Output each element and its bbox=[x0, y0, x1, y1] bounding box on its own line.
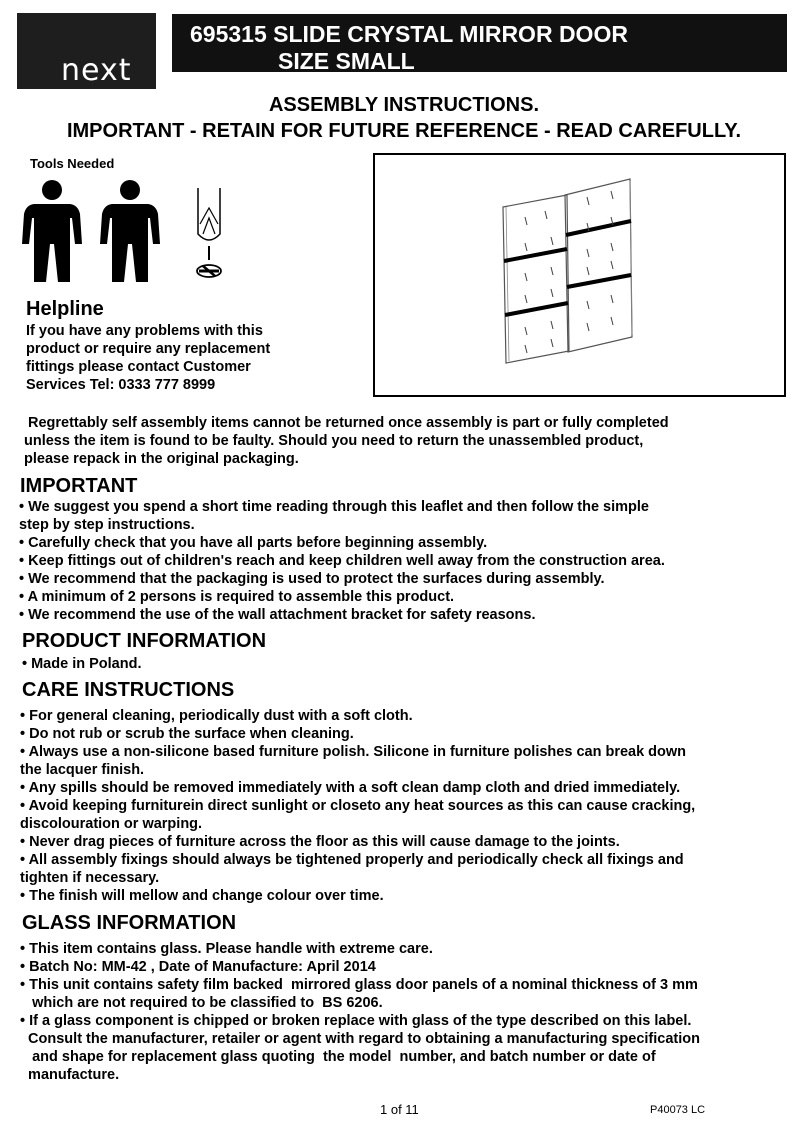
list-item: • Batch No: MM-42 , Date of Manufacture: April 2014 bbox=[20, 959, 376, 975]
list-item: which are not required to be classified to BS 6206. bbox=[20, 995, 383, 1011]
title-bar bbox=[172, 14, 787, 72]
list-item: • All assembly fixings should always be tightened properly and periodically check all fixings and bbox=[20, 852, 684, 868]
list-item: • The finish will mellow and change colour over time. bbox=[20, 888, 384, 904]
list-item: • We suggest you spend a short time reading through this leaflet and then follow the simple bbox=[19, 499, 649, 515]
brand-logo bbox=[17, 13, 156, 89]
list-item: tighten if necessary. bbox=[20, 870, 160, 886]
important-heading: IMPORTANT bbox=[20, 475, 138, 497]
disclaimer-line: Regrettably self assembly items cannot be returned once assembly is part or fully completed bbox=[28, 415, 669, 431]
product-info-heading: PRODUCT INFORMATION bbox=[22, 630, 267, 652]
list-item: • If a glass component is chipped or broken replace with glass of the type described on this label. bbox=[20, 1013, 692, 1029]
tools-label: Tools Needed bbox=[30, 156, 115, 171]
list-item: • A minimum of 2 persons is required to assemble this product. bbox=[19, 589, 455, 605]
page-number: 1 of 11 bbox=[380, 1102, 419, 1117]
list-item: • Made in Poland. bbox=[22, 656, 142, 672]
helpline-text bbox=[26, 322, 326, 394]
list-item: • Do not rub or scrub the surface when cleaning. bbox=[20, 726, 354, 742]
logo-text: next bbox=[61, 53, 132, 88]
list-item: • Avoid keeping furniturein direct sunlight or closeto any heat sources as this can cause cracking, bbox=[20, 798, 696, 814]
helpline-title: Helpline bbox=[26, 298, 104, 320]
mirror-door-drawing bbox=[375, 155, 784, 395]
list-item: • This item contains glass. Please handle with extreme care. bbox=[20, 941, 433, 957]
important-list bbox=[19, 498, 799, 624]
care-list bbox=[20, 707, 805, 905]
list-item: • Keep fittings out of children's reach and keep children well away from the construction area. bbox=[19, 553, 665, 569]
list-item: step by step instructions. bbox=[19, 517, 195, 533]
product-info-list bbox=[22, 655, 802, 673]
helpline-line: fittings please contact Customer bbox=[26, 359, 251, 375]
list-item: discolouration or warping. bbox=[20, 816, 203, 832]
care-heading: CARE INSTRUCTIONS bbox=[22, 679, 235, 701]
list-item: • Carefully check that you have all parts before beginning assembly. bbox=[19, 535, 488, 551]
screwdriver-icon bbox=[192, 186, 226, 284]
retain-heading: IMPORTANT - RETAIN FOR FUTURE REFERENCE - READ CAREFULLY. bbox=[66, 120, 742, 142]
product-title: 695315 SLIDE CRYSTAL MIRROR DOOR bbox=[190, 21, 628, 47]
helpline-line: If you have any problems with this bbox=[26, 323, 263, 339]
helpline-line: product or require any replacement bbox=[26, 341, 271, 357]
list-item: • Any spills should be removed immediately with a soft clean damp cloth and dried immediately. bbox=[20, 780, 681, 796]
product-size: SIZE SMALL bbox=[278, 48, 415, 74]
product-illustration bbox=[373, 153, 786, 397]
list-item: • For general cleaning, periodically dust with a soft cloth. bbox=[20, 708, 413, 724]
list-item: • Never drag pieces of furniture across the floor as this will cause damage to the joints. bbox=[20, 834, 620, 850]
document-code: P40073 LC bbox=[650, 1104, 706, 1116]
list-item: and shape for replacement glass quoting the model number, and batch number or date of bbox=[20, 1049, 656, 1065]
disclaimer-line: unless the item is found to be faulty. Should you need to return the unassembled product, bbox=[24, 433, 644, 449]
list-item: • We recommend the use of the wall attachment bracket for safety reasons. bbox=[19, 607, 536, 623]
person-icon bbox=[20, 178, 84, 284]
list-item: manufacture. bbox=[20, 1067, 120, 1083]
list-item: the lacquer finish. bbox=[20, 762, 145, 778]
list-item: • This unit contains safety film backed mirrored glass door panels of a nominal thickness of 3 mm bbox=[20, 977, 698, 993]
assembly-heading: ASSEMBLY INSTRUCTIONS. bbox=[268, 94, 540, 116]
glass-list bbox=[20, 940, 805, 1084]
person-icon bbox=[98, 178, 162, 284]
list-item: • Always use a non-silicone based furniture polish. Silicone in furniture polishes can break down bbox=[20, 744, 687, 760]
glass-heading: GLASS INFORMATION bbox=[22, 912, 237, 934]
disclaimer-line: please repack in the original packaging. bbox=[24, 451, 299, 467]
disclaimer bbox=[22, 414, 792, 468]
list-item: • We recommend that the packaging is used to protect the surfaces during assembly. bbox=[19, 571, 605, 587]
helpline-line: Services Tel: 0333 777 8999 bbox=[26, 377, 216, 393]
list-item: Consult the manufacturer, retailer or agent with regard to obtaining a manufacturing specification bbox=[20, 1031, 700, 1047]
